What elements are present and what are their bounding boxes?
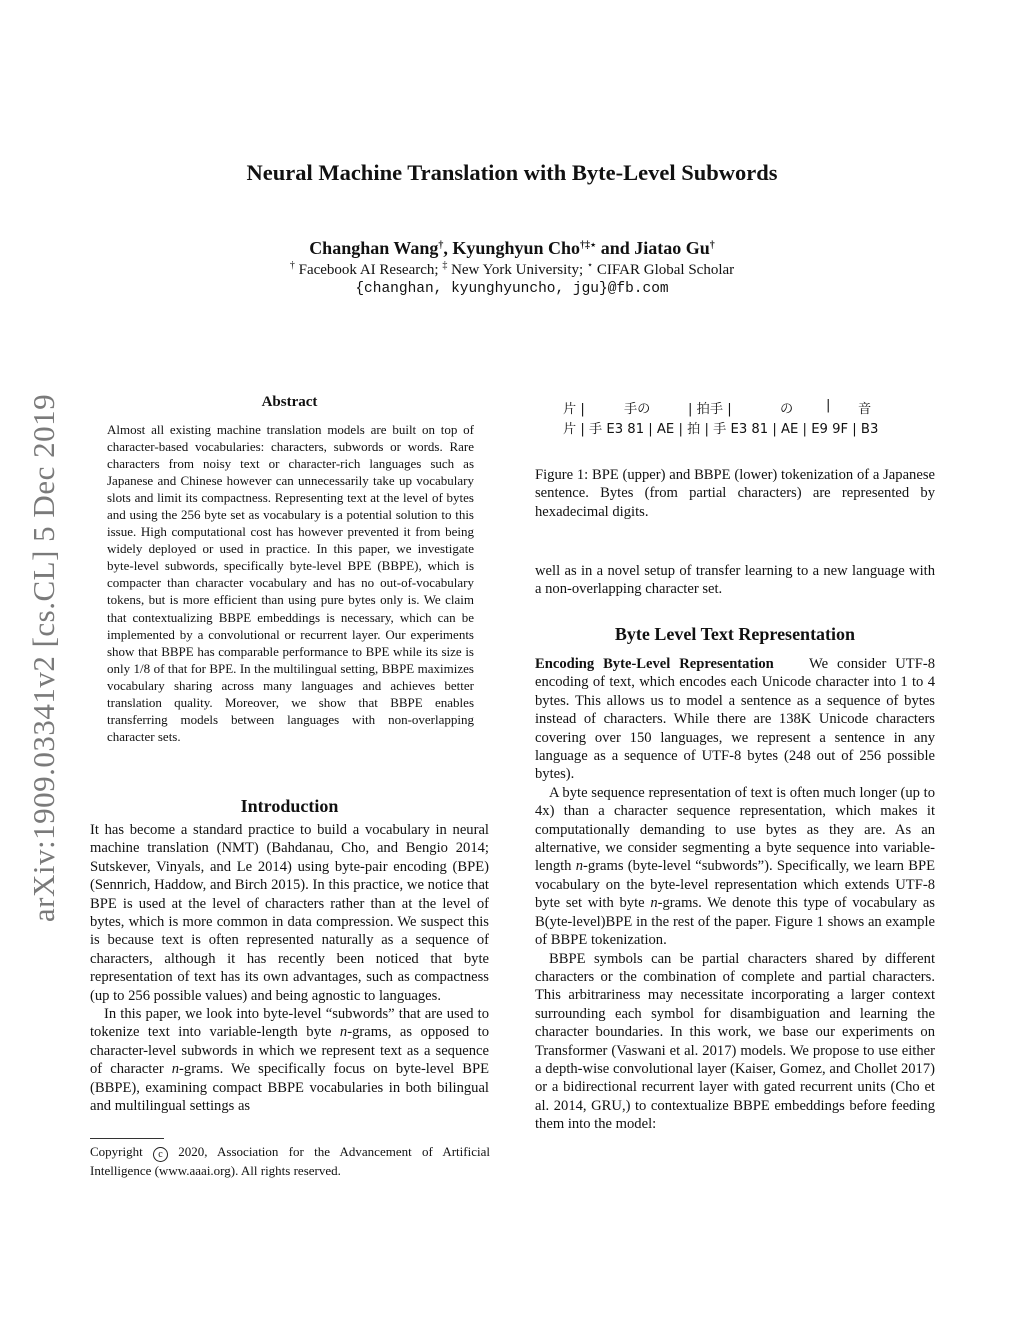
abstract-heading: Abstract bbox=[261, 394, 318, 410]
text-run: -grams. We specifically focus on byte-level BPE (BBPE), examining compact BBPE vocabularies in both bilingual and multilingual settings as bbox=[90, 1061, 489, 1115]
bbpe-tokenization-row bbox=[535, 418, 935, 438]
intro-continuation: well as in a novel setup of transfer learning to a new language with a non-overlapping character set. bbox=[535, 563, 935, 598]
text-run: -grams. We denote this type of vocabulary as B(yte-level)BPE in the rest of the paper. Figure 1 shows an example of BBPE tokenization. bbox=[535, 895, 935, 949]
text-run: We consider UTF-8 encoding of text, which encodes each Unicode character into 1 to 4 bytes. This allows us to model a sentence as a sequence of bytes instead of characters. While there are 138K Unicode characters covering over 150 languages, we represent a sentence in any language as a sequence of UTF-8 bytes (248 out of 256 possible bytes). bbox=[535, 656, 935, 783]
math-n: n bbox=[575, 858, 584, 875]
byte-level-paragraph bbox=[535, 784, 935, 950]
bpe-token: | bbox=[826, 398, 831, 413]
text-run: -grams, as opposed to character-level subwords in which we represent text as a sequence of character bbox=[90, 1024, 490, 1078]
affil-mark: † bbox=[289, 260, 295, 271]
figure-1 bbox=[535, 398, 935, 438]
affiliations bbox=[0, 262, 1024, 279]
copyright-footnote bbox=[90, 1143, 490, 1179]
author-name: Changhan Wang bbox=[309, 238, 439, 258]
text-run: In this paper, we look into byte-level “subwords” that are used to tokenize text into variable-length byte bbox=[90, 1006, 489, 1041]
copyright-icon: c bbox=[153, 1147, 168, 1162]
author-mark: †‡⋆ bbox=[580, 240, 597, 251]
footnote-text: Copyright bbox=[90, 1144, 153, 1159]
introduction-paragraph bbox=[90, 1005, 489, 1115]
text-run: A byte sequence representation of text is often much longer (up to 4x) than a character sequence representation, which makes it computationally demanding to use bytes as they are. As an alternative, we consider segmenting a byte sequence into variable-length bbox=[535, 784, 935, 875]
text-run: -grams (byte-level “subwords”). Specifically, we learn BPE vocabulary on the byte-level representation which extends UTF-8 byte set with byte bbox=[535, 858, 935, 912]
introduction-heading: Introduction bbox=[240, 796, 339, 816]
introduction-paragraph: It has become a standard practice to build a vocabulary in neural machine translation (NMT) (Bahdanau, Cho, and Bengio 2014; Sutskever, Vinyals, and Le 2014) using byte-pair encoding (BPE) (Sennrich, Haddow, and Birch 2015). In this practice, we notice that BPE is used at the level of characters rather than at the level of bytes, which is more common in data compression. We suspect this is because text is often represented naturally as a sequence of characters, although it has recently been noticed that byte representation of text has its own advantages, such as compactness (up to 256 possible values) and being agnostic to languages. bbox=[90, 822, 489, 1004]
introduction-section bbox=[90, 796, 489, 1116]
run-in-heading: Encoding Byte-Level Representation bbox=[535, 656, 774, 672]
bbpe-tokens: 片 | 手 E3 81 | AE | 拍 | 手 E3 81 | AE | E9 9F | B3 bbox=[563, 422, 879, 437]
affil-mark: ⋆ bbox=[586, 260, 594, 271]
byte-level-paragraph: BBPE symbols can be partial characters shared by different characters or the combination of complete and partial characters. This arbitrariness may necessitate incorporating a larger context surrounding each symbol for disambiguation and learning the character boundaries. In this work, we base our experiments on Transformer (Vaswani et al. 2017) models. We propose to use either a depth-wise convolutional layer (Kaiser, Gomez, and Chollet 2017) or a bidirectional recurrent layer with gated recurrent units (Cho et al. 2014, GRU,) to contextualize BBPE embeddings before feeding them into the model: bbox=[535, 950, 935, 1133]
abstract-text: Almost all existing machine translation models are built on top of character-based vocabularies: characters, subwords or words. Rare characters from noisy text or character-rich languages such as Japanese and Chinese however can unnecessarily take up vocabulary slots and limit its compactness. Representing text at the level of bytes and using the 256 byte set as vocabulary is a potential solution to this issue. High computational cost has however prevented it from being widely deployed or used in practice. In this paper, we investigate byte-level subwords, specifically byte-level BPE (BBPE), which is compacter than character vocabulary and has no out-of-vocabulary tokens, but is more efficient than using pure bytes only is. We claim that contextualizing BBPE embeddings is necessary, which can be implemented by a convolutional or recurrent layer. Our experiments show that BBPE has comparable performance to BPE while its size is only 1/8 of that for BPE. In the multilingual setting, BBPE maximizes vocabulary sharing across many languages and achieves better translation quality. Moreover, we show that BBPE enables transferring models between languages with non-overlapping character sets. bbox=[107, 422, 474, 744]
bpe-token: | 拍手 | bbox=[688, 402, 732, 417]
footnote-rule bbox=[90, 1138, 164, 1139]
byte-level-paragraph bbox=[535, 655, 935, 784]
author-name: , Kyunghyun Cho bbox=[443, 238, 580, 258]
math-n: n bbox=[171, 1061, 180, 1078]
affil-text: New York University; bbox=[447, 262, 587, 278]
author-emails: {changhan, kyunghyuncho, jgu}@fb.com bbox=[355, 281, 669, 297]
author-mark: † bbox=[438, 240, 444, 251]
bpe-token: 音 bbox=[858, 402, 872, 417]
bpe-token: 片 | bbox=[563, 402, 585, 417]
arxiv-stamp bbox=[14, 368, 74, 948]
affil-mark: ‡ bbox=[442, 260, 448, 271]
byte-level-heading: Byte Level Text Representation bbox=[614, 624, 856, 644]
affil-text: Facebook AI Research; bbox=[294, 262, 443, 278]
author-mark: † bbox=[709, 240, 715, 251]
author-list bbox=[0, 238, 1024, 259]
arxiv-stamp-text: arXiv:1909.03341v2 [cs.CL] 5 Dec 2019 bbox=[26, 393, 61, 923]
right-column-text bbox=[535, 562, 935, 599]
paper-title: Neural Machine Translation with Byte-Level Subwords bbox=[246, 160, 778, 185]
bpe-tokenization-row bbox=[535, 398, 935, 418]
bpe-token: 手の bbox=[624, 402, 651, 417]
math-n: n bbox=[339, 1024, 348, 1041]
figure-1-caption: Figure 1: BPE (upper) and BBPE (lower) tokenization of a Japanese sentence. Bytes (from partial characters) are represented by hexadecimal digits. bbox=[535, 467, 935, 520]
bpe-token: の bbox=[780, 402, 794, 417]
math-n: n bbox=[650, 895, 658, 912]
byte-level-section bbox=[535, 624, 935, 1134]
footnote-text: 2020, Association for the Advancement of Artificial Intelligence (www.aaai.org). All rights reserved. bbox=[90, 1144, 490, 1178]
author-name: and Jiatao Gu bbox=[596, 238, 710, 258]
affil-text: CIFAR Global Scholar bbox=[593, 262, 735, 278]
